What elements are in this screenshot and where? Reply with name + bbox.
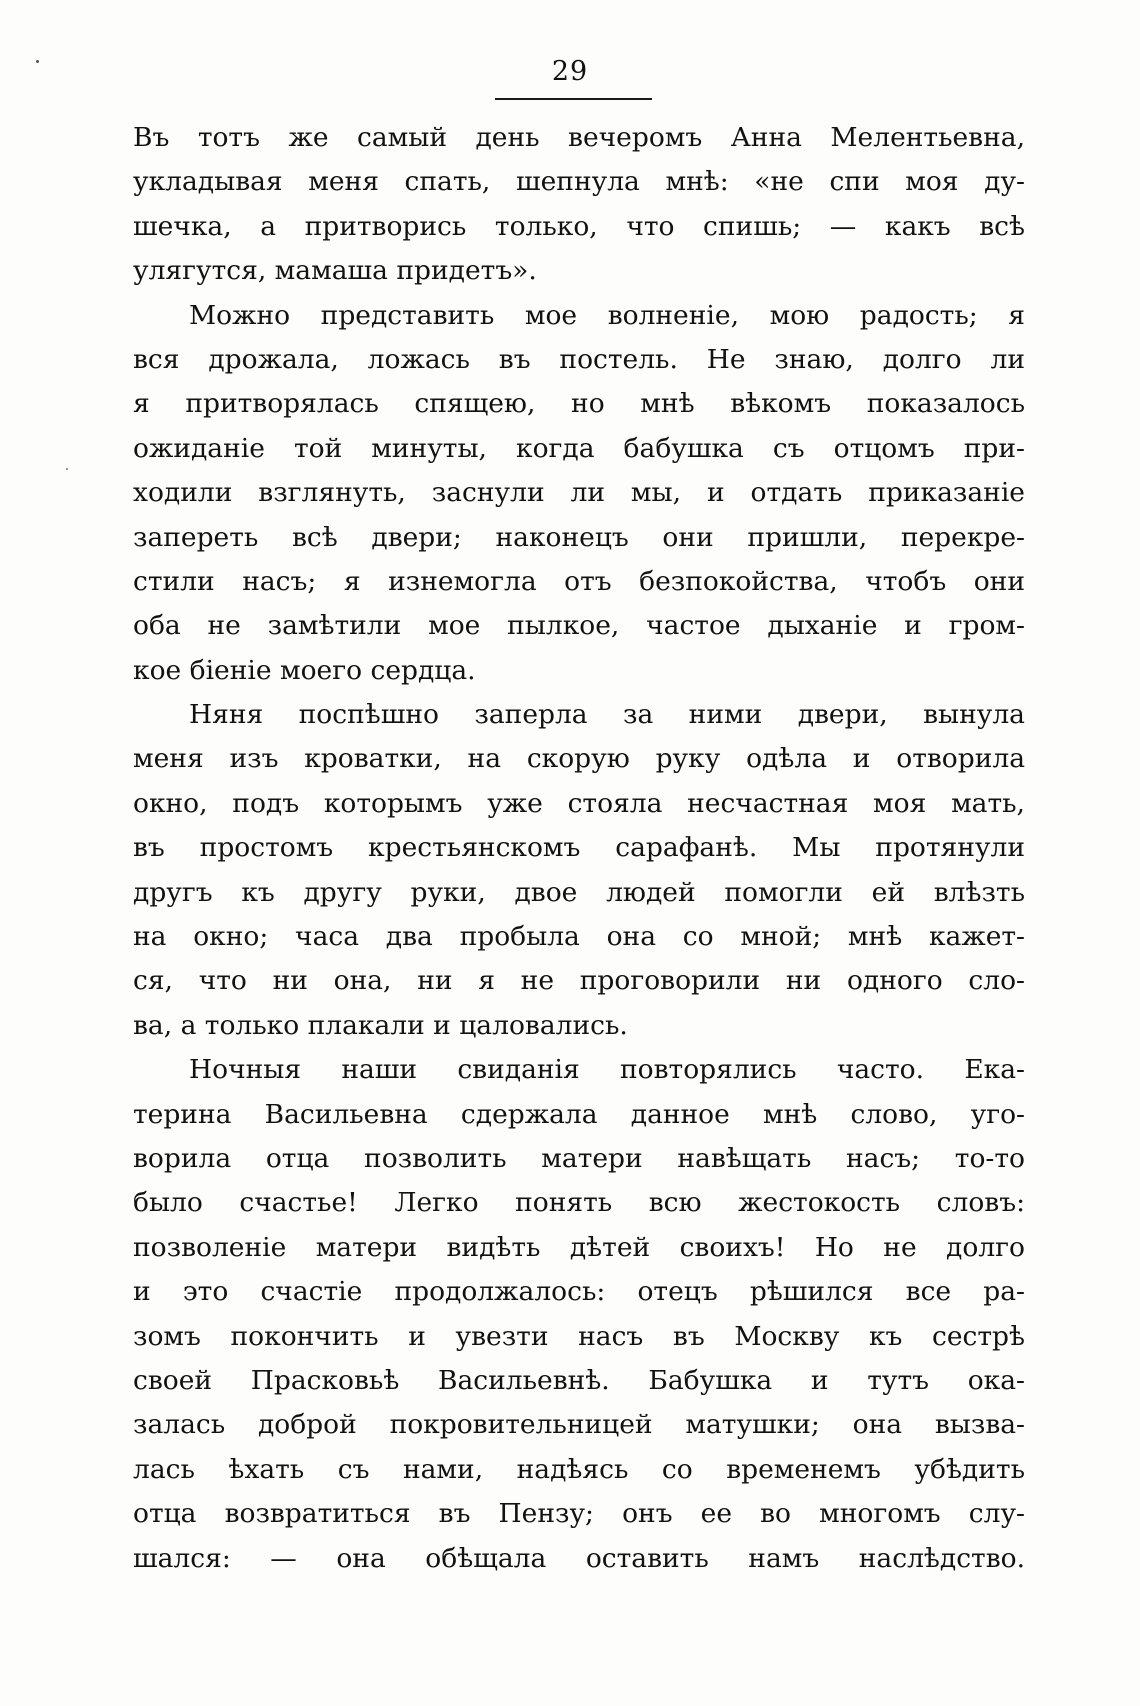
text-line: ся, что ни она, ни я не проговорили ни одного сло- (133, 965, 1025, 997)
body-text (133, 116, 1025, 1581)
text-line: укладывая меня спать, шепнула мнѣ: «не спи моя ду- (133, 166, 1025, 198)
text-line: терина Васильевна сдержала данное мнѣ слово, уго- (133, 1098, 1025, 1130)
text-line: шечка, а притворись только, что спишь; — какъ всѣ (133, 210, 1025, 242)
text-line: вся дрожала, ложась въ постель. Не знаю, долго ли (133, 343, 1025, 375)
text-line: ворила отца позволить матери навѣщать насъ; то-то (133, 1142, 1025, 1174)
text-line: меня изъ кроватки, на скорую руку одѣла и отворила (133, 743, 1025, 775)
text-line: Ночныя наши свиданія повторялись часто. Ека- (189, 1054, 1025, 1086)
text-line: улягутся, мамаша придетъ». (133, 255, 537, 287)
text-line: другъ къ другу руки, двое людей помогли ей влѣзть (133, 876, 1025, 908)
text-line: зомъ покончить и увезти насъ въ Москву къ сестрѣ (133, 1320, 1025, 1352)
text-line: ва, а только плакали и цаловались. (133, 1009, 628, 1041)
text-line: стили насъ; я изнемогла отъ безпокойства, чтобъ они (133, 565, 1025, 597)
text-line: запереть всѣ двери; наконецъ они пришли, перекре- (133, 521, 1025, 553)
paragraph (133, 693, 1025, 1048)
paragraph (133, 116, 1025, 294)
text-line: на окно; часа два пробыла она со мной; мнѣ кажет- (133, 921, 1025, 953)
text-line: я притворялась спящею, но мнѣ вѣкомъ показалось (133, 388, 1025, 420)
text-line: кое біеніе моего сердца. (133, 654, 476, 686)
text-line: залась доброй покровительницей матушки; она вызва- (133, 1409, 1025, 1441)
paragraph (133, 294, 1025, 694)
page-number-rule (495, 98, 652, 100)
print-speck (66, 468, 68, 470)
text-line: отца возвратиться въ Пензу; онъ ее во многомъ слу- (133, 1498, 1025, 1530)
text-line: ходили взглянуть, заснули ли мы, и отдать приказаніе (133, 477, 1025, 509)
text-line: и это счастіе продолжалось: отецъ рѣшился все ра- (133, 1276, 1025, 1308)
text-line: ожиданіе той минуты, когда бабушка съ отцомъ при- (133, 432, 1025, 464)
text-line: въ простомъ крестьянскомъ сарафанѣ. Мы протянули (133, 832, 1025, 864)
text-line: шался: — она обѣщала оставить намъ наслѣдство. (133, 1542, 1025, 1574)
text-line: своей Прасковьѣ Васильевнѣ. Бабушка и тутъ ока- (133, 1364, 1025, 1396)
text-line: лась ѣхать съ нами, надѣясь со временемъ убѣдить (133, 1453, 1025, 1485)
text-line: Можно представить мое волненіе, мою радость; я (189, 299, 1025, 331)
paragraph (133, 1048, 1025, 1581)
page-number: 29 (551, 56, 589, 87)
text-line: Няня поспѣшно заперла за ними двери, вынула (189, 699, 1025, 731)
text-line: оба не замѣтили мое пылкое, частое дыханіе и гром- (133, 610, 1025, 642)
text-line: позволеніе матери видѣть дѣтей своихъ! Но не долго (133, 1231, 1025, 1263)
text-line: окно, подъ которымъ уже стояла несчастная моя мать, (133, 787, 1025, 819)
text-line: было счастье! Легко понять всю жестокость словъ: (133, 1187, 1025, 1219)
text-line: Въ тотъ же самый день вечеромъ Анна Мелентьевна, (133, 122, 1025, 153)
